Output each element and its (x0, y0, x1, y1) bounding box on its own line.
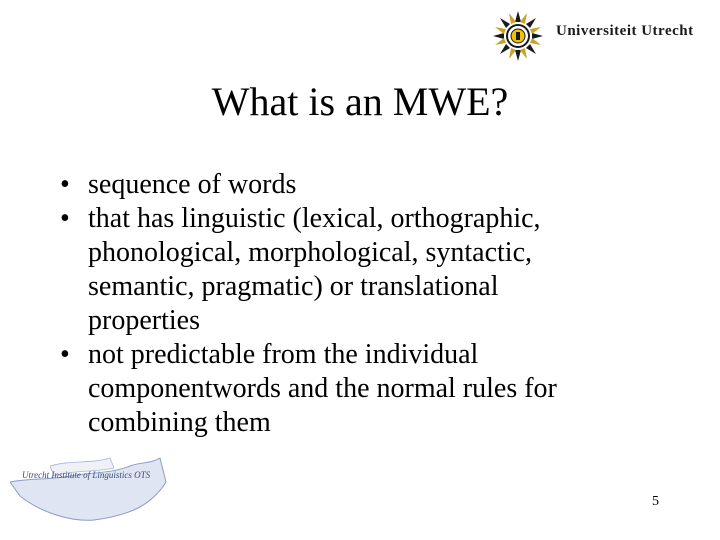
bullet-line: phonological, morphological, syntactic, (88, 237, 533, 268)
slide-title: What is an MWE? (211, 79, 509, 124)
institution-name: Universiteit Utrecht (556, 23, 694, 39)
bullet-line: semantic, pragmatic) or translational (88, 271, 499, 302)
list-item (56, 338, 557, 440)
bullet-marker: • (60, 169, 70, 200)
bullet-line: not predictable from the individual (88, 339, 479, 370)
sun-emblem-icon (488, 10, 548, 62)
watermark-text: Utrecht Institute of Linguistics OTS (22, 470, 151, 480)
map-silhouette-icon (10, 452, 210, 524)
bullet-line: combining them (88, 407, 271, 438)
bullet-line: that has linguistic (lexical, orthographic, (88, 203, 541, 234)
bullet-marker: • (60, 339, 70, 370)
bullet-line: componentwords and the normal rules for (88, 373, 557, 404)
bullet-line: sequence of words (88, 169, 297, 200)
list-item (56, 168, 557, 202)
bullet-line: properties (88, 305, 200, 336)
bullet-marker: • (60, 203, 70, 234)
page-number: 5 (652, 494, 659, 509)
bullet-list (56, 168, 557, 440)
list-item (56, 202, 557, 338)
